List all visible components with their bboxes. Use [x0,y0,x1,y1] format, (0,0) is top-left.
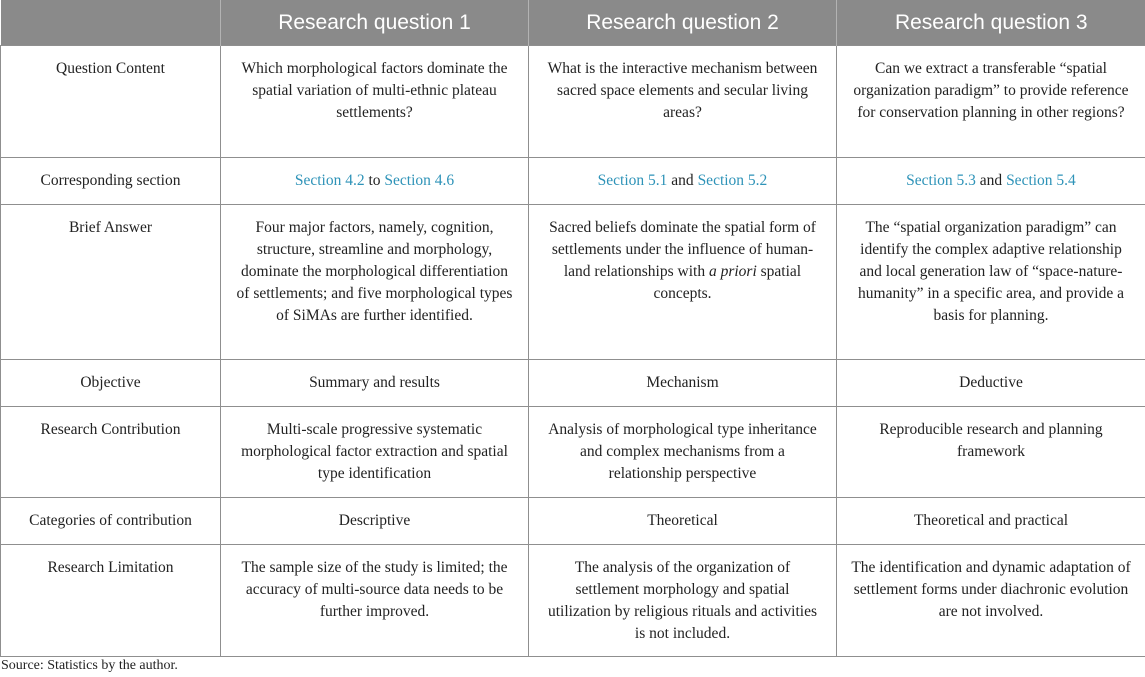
header-research-question-1: Research question 1 [221,0,529,46]
cell-rq2-categories-of-contribution: Theoretical [529,498,837,545]
table-row [1,498,1145,545]
cell-rq1-objective: Summary and results [221,360,529,407]
cell-rq3-brief-answer: The “spatial organization paradigm” can identify the complex adaptive relationship and local generation law of “space-nature-humanity” in a specific area, and provide a basis for planning. [837,205,1145,360]
row-label-brief-answer: Brief Answer [1,205,221,360]
cell-rq3-research-contribution: Reproducible research and planning framework [837,407,1145,498]
table-row [1,205,1145,360]
section-link[interactable]: Section 5.4 [1006,172,1076,189]
cell-rq2-brief-answer [529,205,837,360]
cell-rq3-research-limitation: The identification and dynamic adaptation of settlement forms under diachronic evolution are not involved. [837,545,1145,657]
cell-rq2-objective: Mechanism [529,360,837,407]
table-row [1,46,1145,158]
cell-rq1-research-contribution: Multi-scale progressive systematic morphological factor extraction and spatial type identification [221,407,529,498]
section-separator: to [364,172,385,189]
brief-answer-text: spatial concepts. [653,263,802,302]
cell-rq2-research-limitation: The analysis of the organization of settlement morphology and spatial utilization by religious rituals and activities is not included. [529,545,837,657]
cell-rq1-research-limitation: The sample size of the study is limited; the accuracy of multi-source data needs to be further improved. [221,545,529,657]
header-research-question-2: Research question 2 [529,0,837,46]
cell-rq3-question-content: Can we extract a transferable “spatial organization paradigm” to provide reference for conservation planning in other regions? [837,46,1145,158]
cell-rq3-objective: Deductive [837,360,1145,407]
cell-rq1-question-content: Which morphological factors dominate the spatial variation of multi-ethnic plateau settlements? [221,46,529,158]
row-label-research-limitation: Research Limitation [1,545,221,657]
cell-rq1-brief-answer: Four major factors, namely, cognition, structure, streamline and morphology, dominate the morphological differentiation of settlements; and five morphological types of SiMAs are further identified. [221,205,529,360]
section-separator: and [667,172,698,189]
section-link[interactable]: Section 5.2 [697,172,768,189]
cell-rq1-corresponding-section [221,158,529,205]
table-row [1,407,1145,498]
cell-rq3-categories-of-contribution: Theoretical and practical [837,498,1145,545]
row-label-objective: Objective [1,360,221,407]
row-label-research-contribution: Research Contribution [1,407,221,498]
section-link[interactable]: Section 5.1 [597,172,668,189]
table-row [1,158,1145,205]
source-note: Source: Statistics by the author. [1,658,178,673]
brief-answer-text: Sacred beliefs dominate the spatial form of settlements under the influence of human-land relationships with [549,219,816,280]
cell-rq3-corresponding-section [837,158,1145,205]
cell-rq2-question-content: What is the interactive mechanism between sacred space elements and secular living areas? [529,46,837,158]
section-link[interactable]: Section 4.6 [384,172,455,189]
row-label-question-content: Question Content [1,46,221,158]
row-label-categories-of-contribution: Categories of contribution [1,498,221,545]
section-separator: and [975,172,1007,189]
cell-rq2-corresponding-section [529,158,837,205]
cell-rq1-categories-of-contribution: Descriptive [221,498,529,545]
table-row [1,545,1145,657]
brief-answer-emphasis: a priori [708,263,757,280]
section-link[interactable]: Section 5.3 [906,172,976,189]
section-link[interactable]: Section 4.2 [294,172,365,189]
table-row [1,360,1145,407]
row-label-corresponding-section: Corresponding section [1,158,221,205]
header-research-question-3: Research question 3 [837,0,1145,46]
cell-rq2-research-contribution: Analysis of morphological type inheritance and complex mechanisms from a relationship perspective [529,407,837,498]
header-row [1,0,1145,46]
header-corner [1,0,221,46]
